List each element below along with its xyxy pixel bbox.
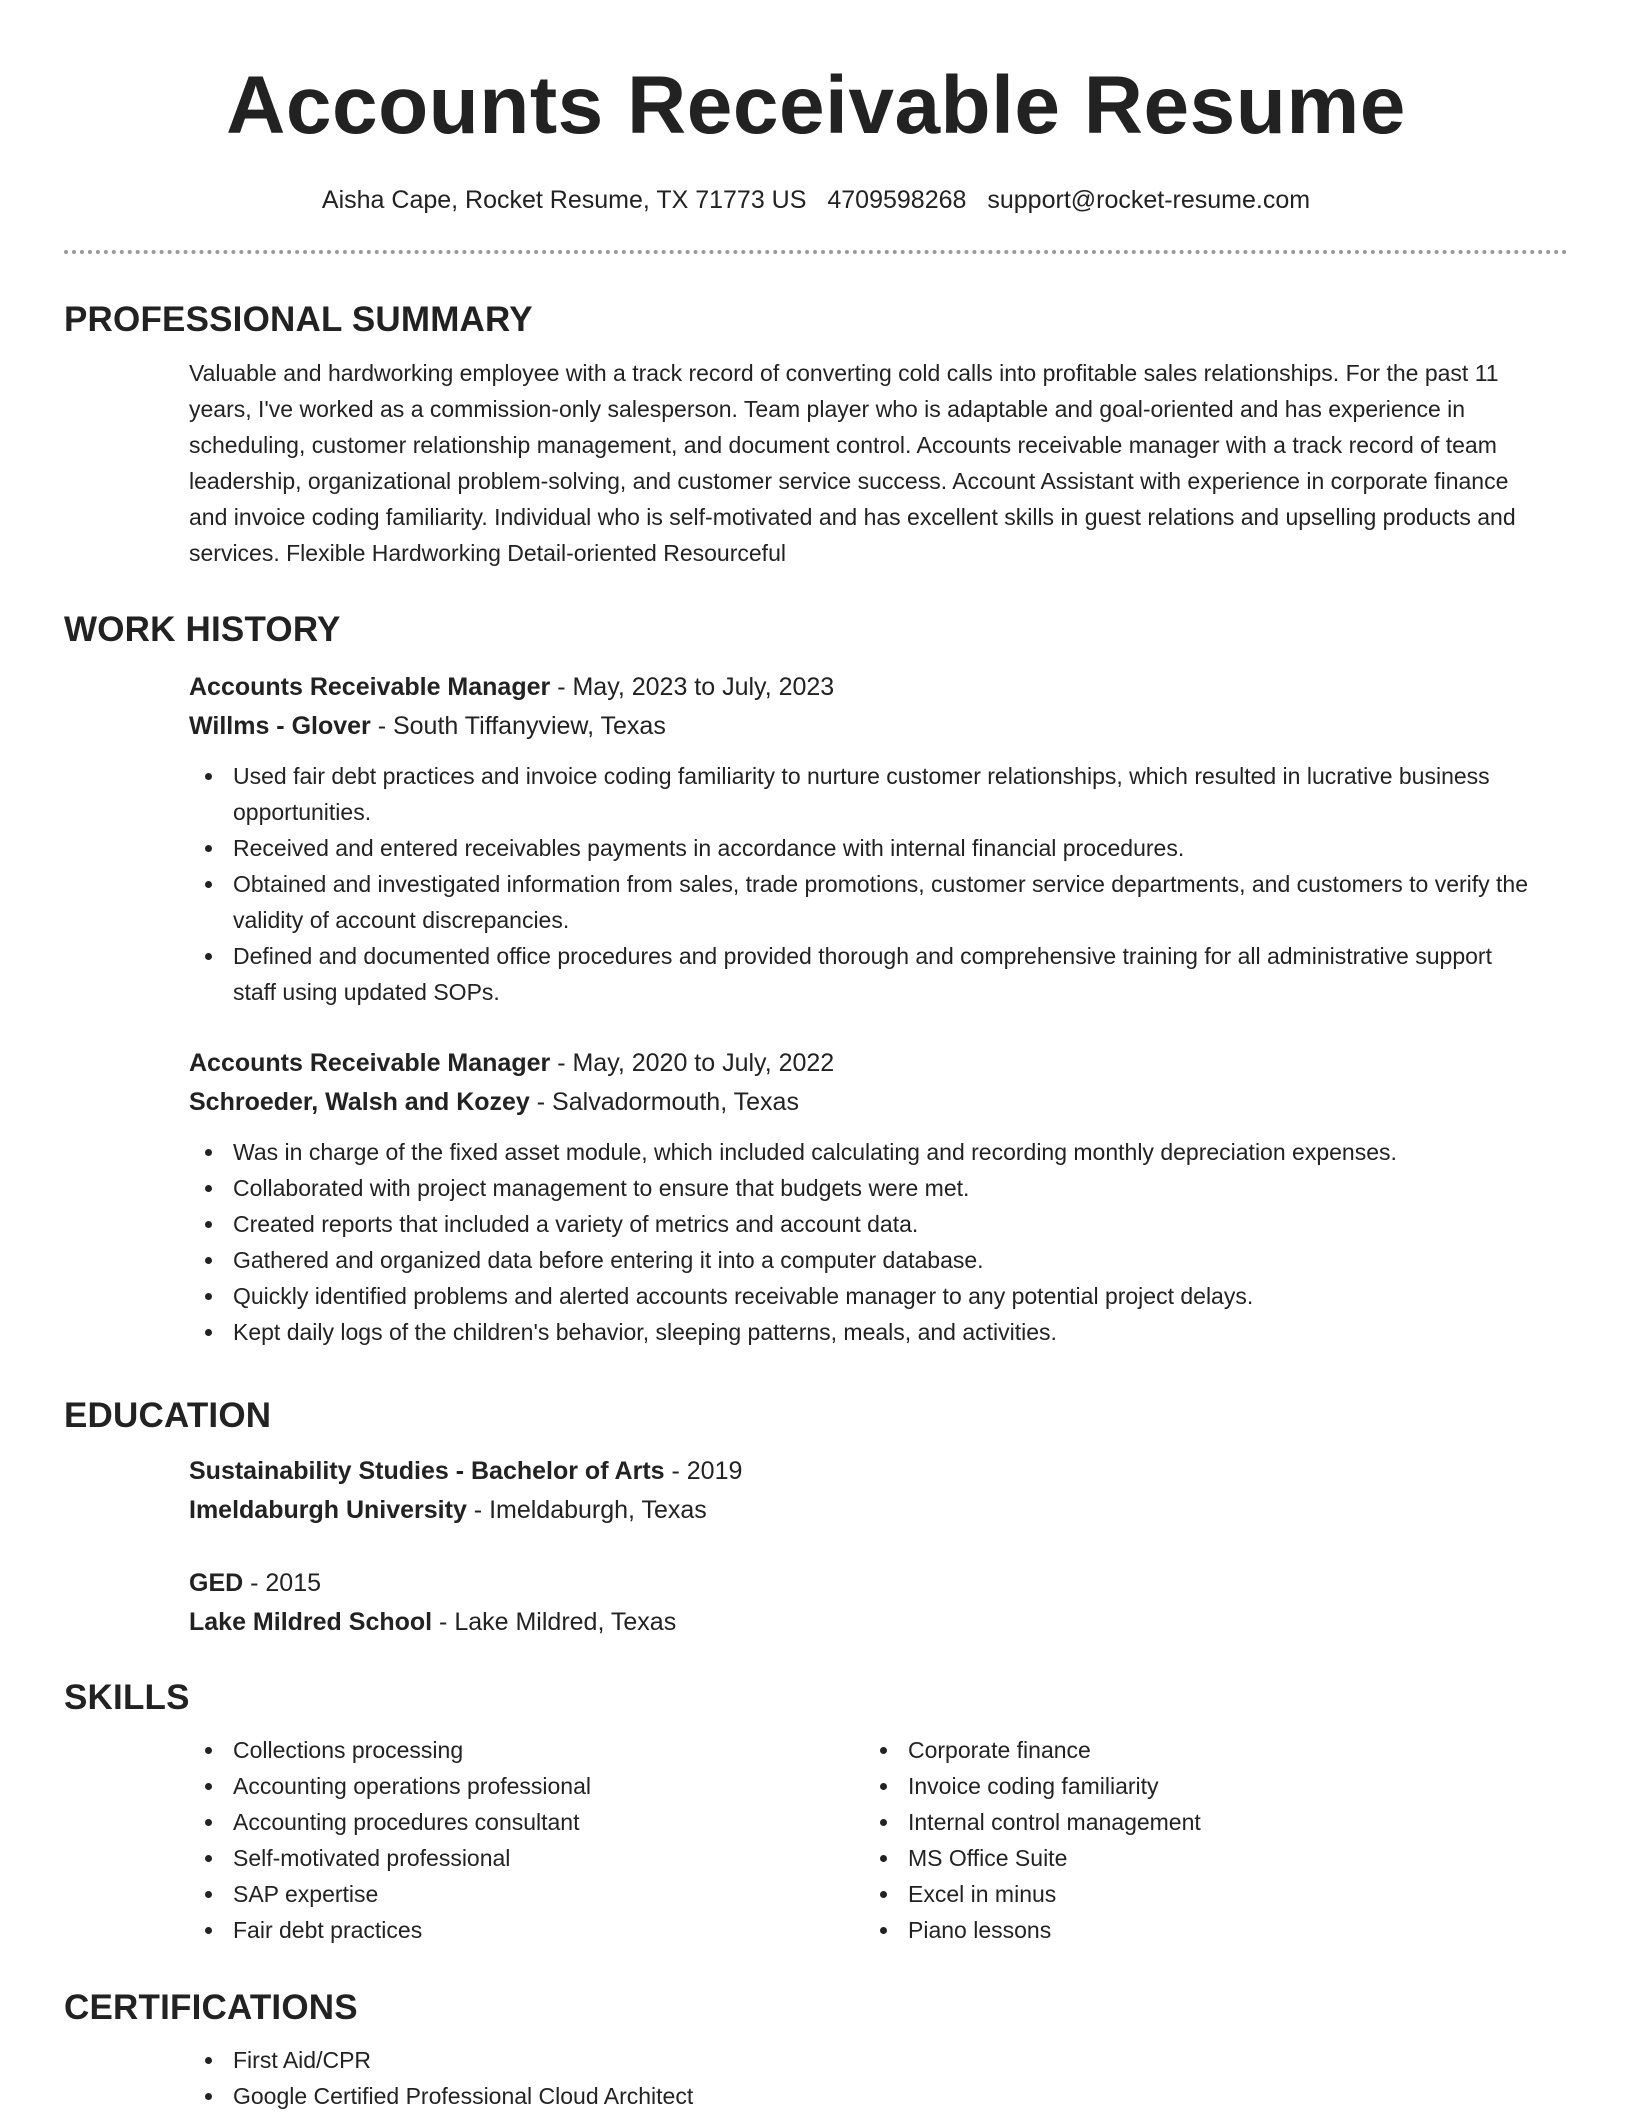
job-bullet: Kept daily logs of the children's behavior, sleeping patterns, meals, and activities. — [189, 1314, 1539, 1350]
skills-heading: SKILLS — [64, 1678, 190, 1717]
degree-line — [189, 1452, 1539, 1491]
job-bullet: Collaborated with project management to ensure that budgets were met. — [189, 1170, 1539, 1206]
degree-year: - 2019 — [664, 1457, 743, 1485]
education-entry — [189, 1564, 1539, 1642]
job-bullets — [189, 758, 1539, 1010]
skill-item: MS Office Suite — [864, 1840, 1539, 1876]
school-location: - Lake Mildred, Texas — [432, 1608, 677, 1636]
job-bullet: Gathered and organized data before entering it into a computer database. — [189, 1242, 1539, 1278]
job-company: Willms - Glover — [189, 712, 371, 740]
skills-grid — [189, 1732, 1539, 1948]
skills-section — [64, 1674, 1568, 1948]
degree: GED — [189, 1569, 244, 1597]
job-bullet: Obtained and investigated information from sales, trade promotions, customer service departments, and customers to verify the validity of account discrepancies. — [189, 866, 1539, 938]
skills-right-column — [864, 1732, 1539, 1948]
job-bullets — [189, 1134, 1539, 1350]
skill-item: Corporate finance — [864, 1732, 1539, 1768]
degree: Sustainability Studies - Bachelor of Arts — [189, 1457, 665, 1485]
certification-item: First Aid/CPR — [189, 2042, 1539, 2078]
skills-left-column — [189, 1732, 864, 1948]
school-location: - Imeldaburgh, Texas — [466, 1496, 707, 1524]
job-bullet: Received and entered receivables payments in accordance with internal financial procedures. — [189, 830, 1539, 866]
skill-item: SAP expertise — [189, 1876, 864, 1912]
header-divider — [64, 250, 1568, 254]
summary-body — [189, 355, 1539, 571]
work-history-heading: WORK HISTORY — [64, 610, 341, 649]
education-section — [64, 1392, 1568, 1642]
work-history-body — [189, 668, 1539, 1350]
skill-item: Piano lessons — [864, 1912, 1539, 1948]
skill-item: Fair debt practices — [189, 1912, 864, 1948]
education-entry — [189, 1452, 1539, 1530]
skill-item: Invoice coding familiarity — [864, 1768, 1539, 1804]
school-line — [189, 1491, 1539, 1530]
job-title-line — [189, 668, 1539, 707]
education-body — [189, 1452, 1539, 1642]
job-bullet: Quickly identified problems and alerted accounts receivable manager to any potential project delays. — [189, 1278, 1539, 1314]
job-bullet: Created reports that included a variety of metrics and account data. — [189, 1206, 1539, 1242]
job-location: - South Tiffanyview, Texas — [370, 712, 666, 740]
skill-item: Accounting procedures consultant — [189, 1804, 864, 1840]
skill-item: Excel in minus — [864, 1876, 1539, 1912]
work-history-section — [64, 606, 1568, 1350]
skill-item: Collections processing — [189, 1732, 864, 1768]
job-dates: - May, 2023 to July, 2023 — [550, 673, 835, 701]
job-company-line — [189, 1083, 1539, 1122]
degree-year: - 2015 — [243, 1569, 322, 1597]
contact-line — [0, 180, 1632, 220]
skill-item: Accounting operations professional — [189, 1768, 864, 1804]
certifications-body — [189, 2042, 1539, 2112]
job-entry — [189, 668, 1539, 1010]
summary-section — [64, 296, 1568, 571]
resume-title: Accounts Receivable Resume — [226, 60, 1406, 151]
job-title-line — [189, 1044, 1539, 1083]
education-heading: EDUCATION — [64, 1396, 272, 1435]
summary-text: Valuable and hardworking employee with a track record of converting cold calls into profitable sales relationships. For the past 11 years, I've worked as a commission-only salesperson. Team player who is adaptable and goal-oriented and has experience in scheduling, customer relationship management, and document control. Accounts receivable manager with a track record of team leadership, organizational problem-solving, and customer service success. Account Assistant with experience in corporate finance and invoice coding familiarity. Individual who is self-motivated and has excellent skills in guest relations and upselling products and services. Flexible Hardworking Detail-oriented Resourceful — [189, 360, 1516, 566]
job-bullet: Was in charge of the fixed asset module, which included calculating and recording monthly depreciation expenses. — [189, 1134, 1539, 1170]
certifications-list — [189, 2042, 1539, 2112]
school: Imeldaburgh University — [189, 1496, 467, 1524]
certification-item: Google Certified Professional Cloud Architect — [189, 2078, 1539, 2112]
contact-phone: 4709598268 — [827, 186, 967, 214]
school: Lake Mildred School — [189, 1608, 433, 1636]
job-entry — [189, 1044, 1539, 1350]
job-title: Accounts Receivable Manager — [189, 1049, 551, 1077]
job-dates: - May, 2020 to July, 2022 — [550, 1049, 835, 1077]
contact-email: support@rocket-resume.com — [987, 186, 1311, 214]
school-line — [189, 1603, 1539, 1642]
job-title: Accounts Receivable Manager — [189, 673, 551, 701]
job-location: - Salvadormouth, Texas — [529, 1088, 799, 1116]
job-company: Schroeder, Walsh and Kozey — [189, 1088, 530, 1116]
skills-body — [189, 1732, 1539, 1948]
job-company-line — [189, 707, 1539, 746]
certifications-heading: CERTIFICATIONS — [64, 1988, 358, 2027]
degree-line — [189, 1564, 1539, 1603]
skill-item: Self-motivated professional — [189, 1840, 864, 1876]
summary-heading: PROFESSIONAL SUMMARY — [64, 300, 533, 339]
contact-address: Aisha Cape, Rocket Resume, TX 71773 US — [321, 186, 807, 214]
job-bullet: Used fair debt practices and invoice coding familiarity to nurture customer relationships, which resulted in lucrative business opportunities. — [189, 758, 1539, 830]
certifications-section — [64, 1984, 1568, 2112]
job-bullet: Defined and documented office procedures and provided thorough and comprehensive training for all administrative support staff using updated SOPs. — [189, 938, 1539, 1010]
skill-item: Internal control management — [864, 1804, 1539, 1840]
